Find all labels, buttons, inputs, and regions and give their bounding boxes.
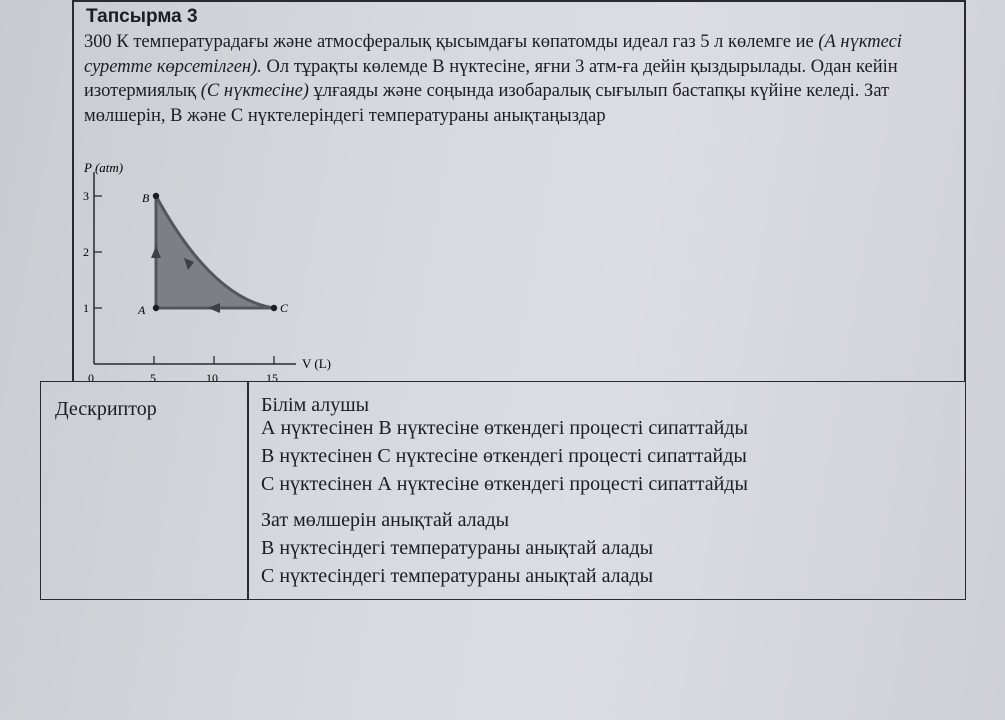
point-c-marker	[271, 305, 277, 311]
criterion-item: А нүктесінен В нүктесіне өткендегі процесті сипаттайды	[261, 417, 748, 439]
descriptor-header: Дескриптор	[55, 398, 157, 420]
task-text-part-2: Ол тұрақты көлемде В нүктесіне, яғни 3 атм-ға дейін қыздырылады. Одан кейін изотермиялық	[84, 56, 898, 102]
task-text-italic-2: (С нүктесіне)	[200, 81, 309, 102]
criterion-item: С нүктесіндегі температураны анықтай алады	[261, 565, 654, 587]
x-tick-label-5: 5	[150, 371, 156, 385]
table-column-divider	[247, 382, 249, 599]
y-tick-label-3: 3	[83, 189, 89, 203]
task-text-italic-1: (А нүктесі суретте көрсетілген).	[84, 32, 902, 77]
x-tick-label-15: 15	[266, 371, 278, 385]
x-axis-label: V (L)	[302, 356, 332, 371]
x-tick-label-0: 0	[88, 371, 94, 385]
point-a-marker	[153, 305, 159, 311]
pv-diagram	[60, 150, 350, 385]
point-a-label: A	[138, 303, 146, 317]
sheet-border-top	[72, 0, 966, 2]
sheet-border-right	[964, 0, 966, 382]
y-tick-label-1: 1	[83, 301, 89, 315]
point-c-label: C	[280, 301, 289, 315]
criterion-item: С нүктесінен А нүктесіне өткендегі процесті сипаттайды	[261, 473, 748, 495]
descriptor-table	[40, 381, 966, 600]
y-tick-label-2: 2	[83, 245, 89, 259]
x-tick-label-10: 10	[206, 371, 218, 385]
criterion-item: В нүктесінен С нүктесіне өткендегі процесті сипаттайды	[261, 445, 747, 467]
point-b-marker	[153, 193, 159, 199]
task-title: Тапсырма 3	[86, 6, 198, 27]
y-axis-label: P (atm)	[84, 160, 124, 175]
learner-header: Білім алушы	[261, 394, 370, 416]
task-text-part-3: ұлғаяды және соңында изобаралық сығылып бастапқы күйіне келеді. Зат мөлшерін, В және С нүктелеріндегі температураны анықтаңыздар	[84, 81, 890, 126]
task-text-part-1: 300 К температурадағы және атмосфералық қысымдағы көпатомды идеал газ 5 л көлемге ие	[84, 32, 819, 52]
task-statement	[84, 30, 964, 128]
criterion-item: В нүктесіндегі температураны анықтай алады	[261, 537, 654, 559]
criterion-item: Зат мөлшерін анықтай алады	[261, 509, 510, 531]
point-b-label: B	[142, 191, 150, 205]
process-cycle-area	[156, 196, 274, 308]
